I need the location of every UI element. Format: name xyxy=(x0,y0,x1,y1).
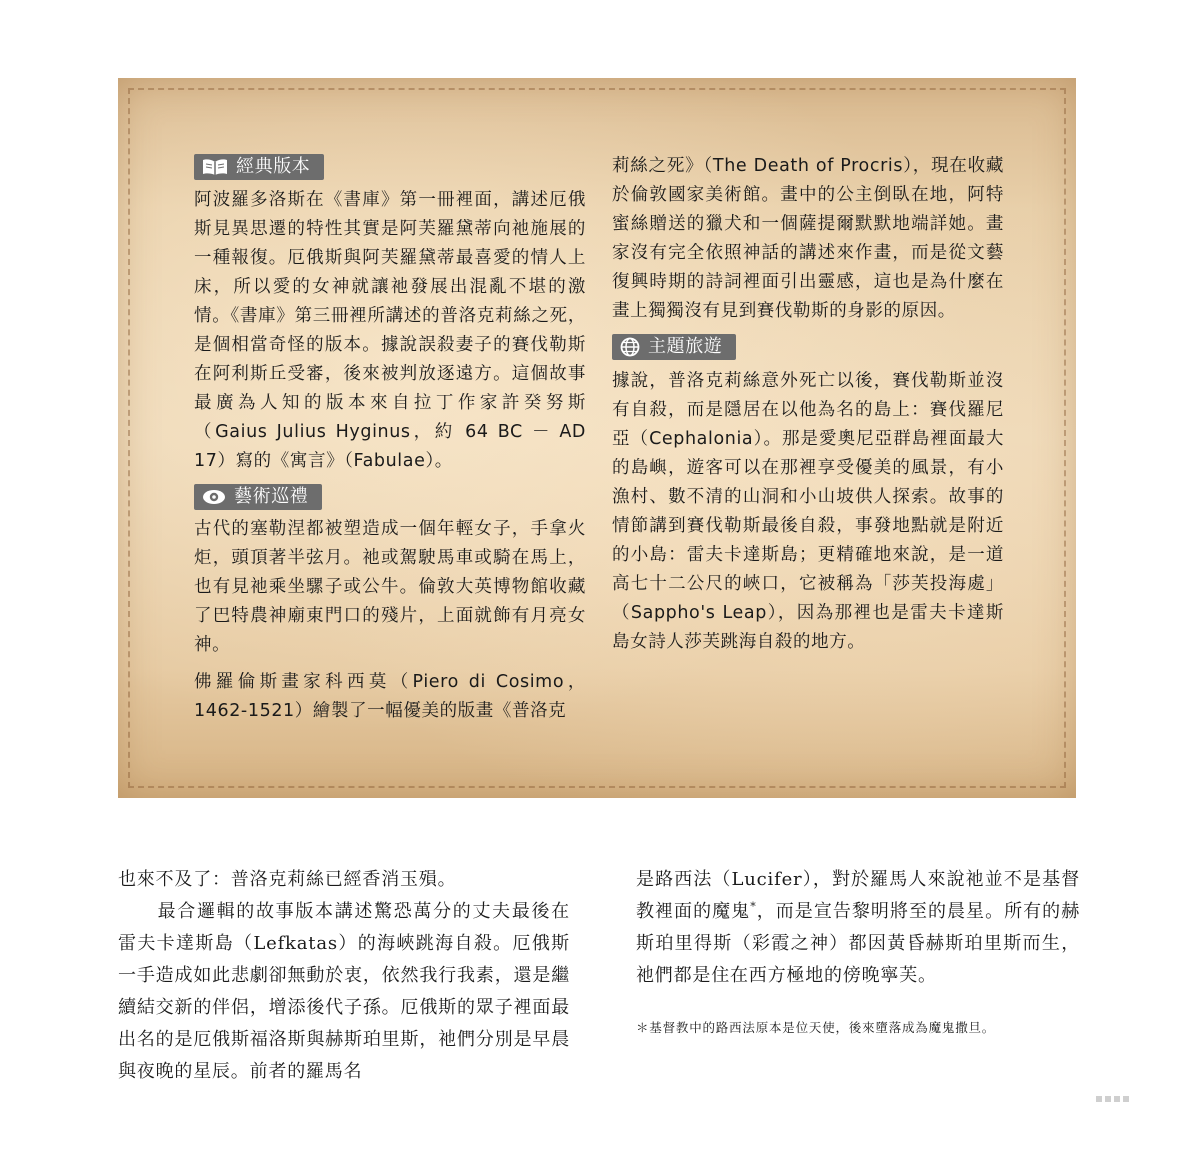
body-paragraph: 也來不及了：普洛克莉絲已經香消玉殞。 xyxy=(118,869,457,890)
section-heading-art-tour xyxy=(194,484,322,510)
body-text: 是路西法（Lucifer），對於羅馬人來說祂並不是基督教裡面的魔鬼 xyxy=(636,869,1080,922)
page-number-mark xyxy=(1096,1096,1130,1102)
body-text: ，而是宣告黎明將至的晨星。所有的赫斯珀里得斯（彩霞之神）都因黃昏赫斯珀里斯而生，祂們都是住在西方極地的傍晚寧芙。 xyxy=(636,901,1080,986)
eye-icon xyxy=(202,489,226,505)
footnote: ＊基督教中的路西法原本是位天使，後來墮落成為魔鬼撒旦。 xyxy=(636,1020,996,1035)
open-book-icon xyxy=(202,158,228,176)
body-paragraph: 最合邏輯的故事版本講述驚恐萬分的丈夫最後在雷夫卡達斯島（Lefkatas）的海峽跳海自殺。厄俄斯一手造成如此悲劇卻無動於衷，依然我行我素，還是繼續結交新的伴侶，增添後代子孫。厄俄斯的眾子裡面最出名的是厄俄斯福洛斯與赫斯珀里斯，祂們分別是早晨與夜晚的星辰。前者的羅馬名 xyxy=(118,901,570,1082)
art-tour-text-2-continued: 莉絲之死》（The Death of Procris），現在收藏於倫敦國家美術館。畫中的公主倒臥在地，阿特蜜絲贈送的獵犬和一個薩提爾默默地端詳她。畫家沒有完全依照神話的講述來作畫，而是從文藝復興時期的詩詞裡面引出靈感，這也是為什麼在畫上獨獨沒有見到賽伐勒斯的身影的原因。 xyxy=(612,156,1004,321)
box-right-column xyxy=(612,152,1004,657)
theme-travel-text: 據說，普洛克莉絲意外死亡以後，賽伐勒斯並沒有自殺，而是隱居在以他為名的島上：賽伐羅尼亞（Cephalonia）。那是愛奧尼亞群島裡面最大的島嶼，遊客可以在那裡享受優美的風景，有小漁村、數不清的山洞和小山坡供人探索。故事的情節講到賽伐勒斯最後自殺，事發地點就是附近的小島：雷夫卡達斯島；更精確地來說，是一道高七十二公尺的峽口，它被稱為「莎芙投海處」（Sappho's Leap），因為那裡也是雷夫卡達斯島女詩人莎芙跳海自殺的地方。 xyxy=(612,371,1004,652)
footnote-marker: * xyxy=(750,900,757,913)
art-tour-text-2: 佛羅倫斯畫家科西莫（Piero di Cosimo，1462-1521）繪製了一幅優美的版畫《普洛克 xyxy=(194,672,586,721)
section-title: 藝術巡禮 xyxy=(234,486,309,507)
body-left-column xyxy=(118,864,570,1088)
classic-version-text: 阿波羅多洛斯在《書庫》第一冊裡面，講述厄俄斯見異思遷的特性其實是阿芙羅黛蒂向祂施展的一種報復。厄俄斯與阿芙羅黛蒂最喜愛的情人上床，所以愛的女神就讓祂發展出混亂不堪的激情。《書庫》第三冊裡所講述的普洛克莉絲之死，是個相當奇怪的版本。據說誤殺妻子的賽伐勒斯在阿利斯丘受審，後來被判放逐遠方。這個故事最廣為人知的版本來自拉丁作家許癸努斯（Gaius Julius Hyginus，約 64 BC － AD 17）寫的《寓言》（Fabulae）。 xyxy=(194,190,586,471)
section-heading-theme-travel xyxy=(612,334,736,360)
box-left-column xyxy=(194,154,586,726)
section-title: 經典版本 xyxy=(236,156,311,177)
sidebar-box xyxy=(118,78,1076,798)
body-paragraph xyxy=(636,864,1080,992)
section-heading-classic-version xyxy=(194,154,324,180)
globe-icon xyxy=(620,337,640,357)
body-right-column xyxy=(636,864,1080,992)
art-tour-text: 古代的塞勒涅都被塑造成一個年輕女子，手拿火炬，頭頂著半弦月。祂或駕駛馬車或騎在馬上，也有見祂乘坐騾子或公牛。倫敦大英博物館收藏了巴特農神廟東門口的殘片，上面就飾有月亮女神。 xyxy=(194,519,586,655)
section-title: 主題旅遊 xyxy=(648,336,723,357)
